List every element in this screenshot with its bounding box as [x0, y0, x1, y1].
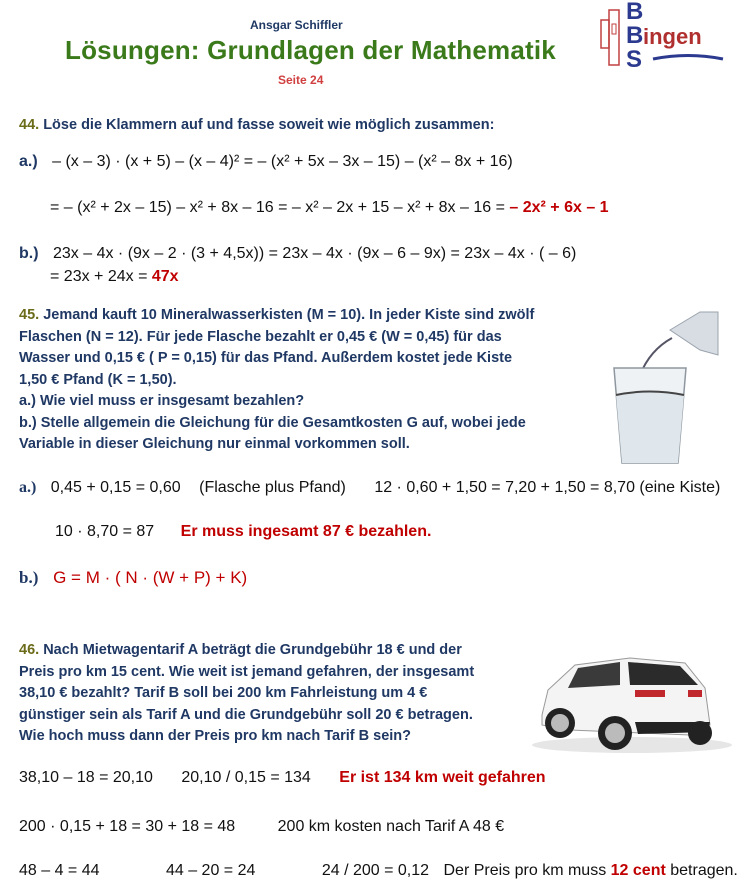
logo-letter-b2: B [626, 22, 644, 49]
task-44a-label: a.) [19, 153, 38, 170]
task-46-solution-line3 [19, 862, 738, 880]
author-name: Ansgar Schiffler [250, 18, 343, 32]
task-45-number: 45. [19, 307, 40, 323]
task-44a-line2 [50, 199, 609, 217]
task-44b-label: b.) [19, 245, 39, 262]
task-46-line: Nach Mietwagentarif A beträgt die Grundgebühr 18 € und der [43, 642, 462, 658]
task-46-line: günstiger sein als Tarif A und die Grundgebühr soll 20 € betragen. [19, 706, 473, 723]
task-46-line: Wie hoch muss dann der Preis pro km nach Tarif B sein? [19, 728, 411, 744]
task-45a-line1 [19, 479, 720, 497]
task-45b-label: b.) [19, 568, 39, 587]
task-46-calc3: 200 · 0,15 + 18 = 30 + 18 = 48 [19, 818, 236, 835]
task-46-answer-highlight: 12 cent [610, 862, 666, 879]
task-45b-result: G = M · ( N · (W + P) + K) [53, 568, 248, 587]
task-45a-calc1: 0,45 + 0,15 = 0,60 [50, 479, 181, 496]
task-45-line: Jemand kauft 10 Mineralwasserkisten (M = 10). In jeder Kiste sind zwölf [43, 307, 535, 323]
task-46-number: 46. [19, 642, 40, 658]
task-44-prompt [19, 115, 494, 137]
task-45-line: Wasser und 0,15 € ( P = 0,15) für das Pfand. Außerdem kostet jede Kiste [19, 350, 513, 366]
page-number: Seite 24 [278, 73, 324, 87]
task-45-line: Flaschen (N = 12). Für jede Flasche bezahlt er 0,45 € (W = 0,45) für das [19, 328, 502, 345]
logo-letter-b1: B [626, 0, 644, 25]
logo-letter-s: S [626, 46, 643, 73]
task-46-calc1: 38,10 – 18 = 20,10 [19, 769, 153, 786]
task-45-line: Variable in dieser Gleichung nur einmal vorkommen soll. [19, 436, 410, 452]
logo-ingen: ingen [643, 24, 702, 49]
task-45a-result: Er muss ingesamt 87 € bezahlen. [180, 523, 432, 540]
task-44-text: Löse die Klammern auf und fasse soweit wie möglich zusammen: [43, 117, 495, 133]
task-44a-expr2: = – (x² + 2x – 15) – x² + 8x – 16 = – x² – 2x + 15 – x² + 8x – 16 = [50, 199, 505, 216]
task-44a-result: – 2x² + 6x – 1 [509, 199, 609, 216]
task-46-calc2: 20,10 / 0,15 = 134 [181, 769, 311, 786]
task-46-line: 38,10 € bezahlt? Tarif B soll bei 200 km Fahrleistung um 4 € [19, 685, 428, 701]
task-46-answer-before: Der Preis pro km muss [443, 862, 607, 879]
task-44a-expr1: – (x – 3) · (x + 5) – (x – 4)² = – (x² + 5x – 3x – 15) – (x² – 8x + 16) [52, 153, 513, 170]
task-46-calc4: 48 – 4 = 44 [19, 862, 100, 879]
task-46-line: Preis pro km 15 cent. Wie weit ist jemand gefahren, der insgesamt [19, 663, 475, 680]
water-glass-image [600, 300, 720, 465]
document-title: Lösungen: Grundlagen der Mathematik [65, 35, 556, 65]
task-46-solution-line1 [19, 769, 546, 787]
task-45-prompt [19, 305, 534, 456]
task-45-line: a.) Wie viel muss er insgesamt bezahlen? [19, 393, 305, 409]
task-46-answer-after: betragen. [670, 862, 738, 879]
task-46-result1: Er ist 134 km weit gefahren [339, 769, 546, 786]
task-45-line: b.) Stelle allgemein die Gleichung für die Gesamtkosten G auf, wobei jede [19, 414, 526, 431]
task-45a-calc2: 12 · 0,60 + 1,50 = 7,20 + 1,50 = 8,70 (eine Kiste) [374, 479, 721, 496]
car-image [520, 630, 745, 755]
task-45a-line2 [55, 523, 431, 541]
task-46-note: 200 km kosten nach Tarif A 48 € [277, 818, 505, 835]
bbs-bingen-logo [598, 2, 738, 74]
task-46-calc6: 24 / 200 = 0,12 [321, 862, 430, 879]
task-46-calc5: 44 – 20 = 24 [165, 862, 256, 879]
task-44b-line2 [50, 268, 179, 286]
task-45a-label: a.) [19, 479, 37, 496]
task-44a-line1 [19, 153, 513, 171]
task-46-solution-line2 [19, 818, 504, 836]
task-45a-calc3: 10 · 8,70 = 87 [55, 523, 155, 540]
task-45a-note: (Flasche plus Pfand) [199, 479, 346, 496]
task-45-line: 1,50 € Pfand (K = 1,50). [19, 371, 177, 388]
task-44b-result: 47x [151, 268, 179, 285]
task-44b-expr2: = 23x + 24x = [50, 268, 148, 285]
task-44b-expr1: 23x – 4x · (9x – 2 · (3 + 4,5x)) = 23x – 4x · (9x – 6 – 9x) = 23x – 4x · ( – 6) [53, 245, 577, 262]
task-44-number: 44. [19, 117, 40, 133]
task-44b-line1 [19, 245, 576, 263]
task-46-prompt [19, 640, 474, 748]
task-45b-line [19, 568, 247, 588]
